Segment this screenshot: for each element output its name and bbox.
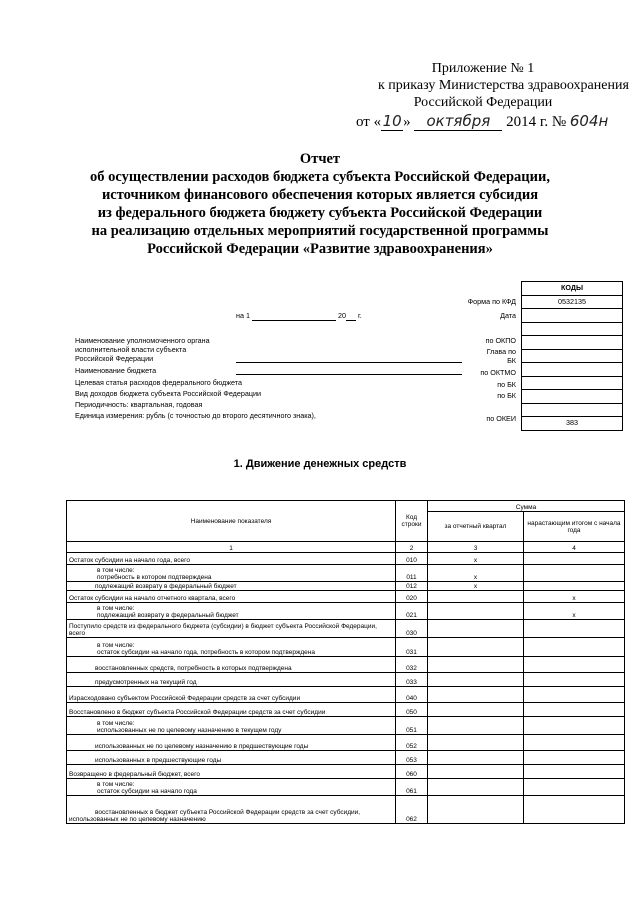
row-cumulative-value: x xyxy=(524,591,625,603)
row-code: 030 xyxy=(396,620,428,638)
row-code: 032 xyxy=(396,657,428,673)
date-mid: » xyxy=(403,114,411,130)
col-num-4: 4 xyxy=(524,542,625,553)
row-cumulative-value xyxy=(524,687,625,703)
row-code: 050 xyxy=(396,703,428,717)
oktmo-label: по ОКТМО xyxy=(480,368,516,377)
row-cumulative-value xyxy=(524,779,625,796)
bk-label-3: по БК xyxy=(497,391,516,400)
empty-code-1 xyxy=(522,323,622,337)
row-cumulative-value xyxy=(524,796,625,824)
period-label: Периодичность: квартальная, годовая xyxy=(75,400,203,409)
target-label: Целевая статья расходов федерального бюджета xyxy=(75,378,243,387)
table-row xyxy=(67,553,625,565)
date-label: Дата xyxy=(500,311,516,320)
col-sum-header: Сумма xyxy=(428,501,625,512)
row-subheading: в том числе: xyxy=(97,781,135,788)
title-line5: на реализацию отдельных мероприятий государственной программы xyxy=(91,223,549,239)
row-name xyxy=(67,779,396,796)
row-quarter-value xyxy=(428,751,524,765)
row-code: 061 xyxy=(396,779,428,796)
row-name xyxy=(67,603,396,620)
na-year: 20 xyxy=(337,311,346,320)
row-label: Восстановлено в бюджет субъекта Российской Федерации средств за счет субсидии xyxy=(69,709,326,716)
row-quarter-value xyxy=(428,779,524,796)
report-title xyxy=(40,150,600,258)
col-num-2: 2 xyxy=(396,542,428,553)
na-prefix: на 1 xyxy=(236,311,250,320)
row-code: 040 xyxy=(396,687,428,703)
appendix-line2: к приказу Министерства здравоохранения xyxy=(378,78,629,93)
row-quarter-value: x xyxy=(428,565,524,582)
codes-box xyxy=(521,281,623,431)
empty-code-2 xyxy=(522,336,622,350)
date-day: 10 xyxy=(382,112,402,130)
row-label: Возвращено в федеральный бюджет, всего xyxy=(69,771,200,778)
table-row xyxy=(67,673,625,687)
row-cumulative-value xyxy=(524,582,625,591)
date-year: 2014 г. № xyxy=(506,114,567,130)
row-label: остаток субсидии на начало года, потребность в котором подтверждена xyxy=(97,649,315,656)
row-code: 011 xyxy=(396,565,428,582)
title-line1: Отчет xyxy=(299,151,341,167)
unit-label: Единица измерения: рубль (с точностью до второго десятичного знака), xyxy=(75,411,316,420)
row-name xyxy=(67,703,396,717)
appendix-line3: Российской Федерации xyxy=(413,95,553,110)
row-name xyxy=(67,657,396,673)
row-name xyxy=(67,620,396,638)
row-quarter-value xyxy=(428,657,524,673)
row-label: остаток субсидии на начало года xyxy=(97,788,197,795)
row-subheading: в том числе: xyxy=(97,605,135,612)
empty-code-7 xyxy=(522,404,622,418)
na-suffix: г. xyxy=(357,311,362,320)
period-blank xyxy=(252,311,336,321)
row-cumulative-value xyxy=(524,735,625,751)
form-code: 0532135 xyxy=(522,296,622,310)
okpo-label: по ОКПО xyxy=(485,336,516,345)
row-label: использованных не по целевому назначению в текущем году xyxy=(97,727,282,734)
appendix-line1: Приложение № 1 xyxy=(431,61,535,76)
row-quarter-value xyxy=(428,765,524,779)
row-name xyxy=(67,687,396,703)
row-code: 010 xyxy=(396,553,428,565)
title-line3: источником финансового обеспечения которых является субсидия xyxy=(101,187,539,203)
row-code: 060 xyxy=(396,765,428,779)
row-quarter-value xyxy=(428,591,524,603)
col-code-header: Код строки xyxy=(396,501,428,542)
org-label-2: исполнительной власти субъекта xyxy=(75,345,187,354)
glava-label: Глава по xyxy=(486,347,516,356)
row-label: использованных не по целевому назначению в предшествующие годы xyxy=(95,743,309,750)
row-cumulative-value xyxy=(524,717,625,735)
table-row xyxy=(67,717,625,735)
table-row xyxy=(67,657,625,673)
date-code xyxy=(522,309,622,323)
row-name xyxy=(67,765,396,779)
table-row xyxy=(67,779,625,796)
col-quarter-header: за отчетный квартал xyxy=(428,512,524,542)
row-cumulative-value xyxy=(524,765,625,779)
empty-code-3 xyxy=(522,350,622,364)
row-name xyxy=(67,565,396,582)
row-code: 053 xyxy=(396,751,428,765)
row-label: Остаток субсидии на начало года, всего xyxy=(69,557,190,564)
okei-code: 383 xyxy=(566,418,578,427)
table-row xyxy=(67,751,625,765)
table-row xyxy=(67,687,625,703)
report-period xyxy=(236,311,362,321)
table-row xyxy=(67,703,625,717)
row-label: использованных в предшествующие годы xyxy=(95,757,222,764)
row-quarter-value: x xyxy=(428,553,524,565)
table-body xyxy=(67,553,625,824)
row-cumulative-value xyxy=(524,638,625,657)
budget-line xyxy=(236,374,462,375)
row-subheading: в том числе: xyxy=(97,720,135,727)
row-label: Поступило средств из федерального бюджета (субсидии) в бюджет субъекта Российской Федерации, всего xyxy=(69,623,377,637)
row-quarter-value xyxy=(428,603,524,620)
year-blank xyxy=(346,311,356,321)
order-date-line xyxy=(356,112,608,131)
section-title: 1. Движение денежных средств xyxy=(233,458,407,470)
row-name xyxy=(67,735,396,751)
empty-code-6 xyxy=(522,390,622,404)
date-prefix: от « xyxy=(356,114,382,130)
bk-label-2: по БК xyxy=(497,380,516,389)
row-cumulative-value xyxy=(524,620,625,638)
row-code: 033 xyxy=(396,673,428,687)
bk-label: БК xyxy=(507,356,516,365)
date-month: октября xyxy=(414,112,502,131)
row-name xyxy=(67,796,396,824)
row-label: восстановленных средств, потребность в которых подтверждена xyxy=(95,665,292,672)
row-label: Израсходовано субъектом Российской Федерации средств за счет субсидии xyxy=(69,695,301,702)
row-subheading: в том числе: xyxy=(97,642,135,649)
order-number: 604н xyxy=(569,112,609,130)
table-row xyxy=(67,796,625,824)
table-row xyxy=(67,765,625,779)
row-name xyxy=(67,591,396,603)
title-line4: из федерального бюджета бюджету субъекта Российской Федерации xyxy=(97,205,543,221)
cashflow-table xyxy=(66,500,625,824)
row-cumulative-value xyxy=(524,657,625,673)
table-row xyxy=(67,591,625,603)
income-label: Вид доходов бюджета субъекта Российской Федерации xyxy=(75,389,262,398)
empty-code-4 xyxy=(522,363,622,377)
row-code: 052 xyxy=(396,735,428,751)
row-quarter-value xyxy=(428,796,524,824)
row-quarter-value xyxy=(428,717,524,735)
budget-label: Наименование бюджета xyxy=(75,366,157,375)
row-quarter-value xyxy=(428,638,524,657)
okei-label: по ОКЕИ xyxy=(486,414,516,423)
title-line2: об осуществлении расходов бюджета субъекта Российской Федерации, xyxy=(90,169,550,185)
table-row xyxy=(67,638,625,657)
title-line6: Российской Федерации «Развитие здравоохранения» xyxy=(147,241,493,257)
row-label: подлежащий возврату в федеральный бюджет xyxy=(95,583,237,590)
row-quarter-value xyxy=(428,673,524,687)
row-label: Остаток субсидии на начало отчетного квартала, всего xyxy=(69,595,236,602)
row-quarter-value xyxy=(428,703,524,717)
table-row xyxy=(67,565,625,582)
col-num-3: 3 xyxy=(428,542,524,553)
row-code: 062 xyxy=(396,796,428,824)
table-row xyxy=(67,582,625,591)
row-cumulative-value: x xyxy=(524,603,625,620)
row-quarter-value xyxy=(428,687,524,703)
row-cumulative-value xyxy=(524,673,625,687)
row-subheading: в том числе: xyxy=(97,567,135,574)
row-code: 020 xyxy=(396,591,428,603)
row-quarter-value xyxy=(428,620,524,638)
row-cumulative-value xyxy=(524,565,625,582)
row-name xyxy=(67,751,396,765)
row-cumulative-value xyxy=(524,703,625,717)
row-cumulative-value xyxy=(524,751,625,765)
row-quarter-value xyxy=(428,735,524,751)
row-label: потребность в котором подтверждена xyxy=(97,574,212,581)
row-label: восстановленных в бюджет субъекта Российской Федерации средств за счет субсидии, использованных не по целевому назначению xyxy=(69,809,361,823)
row-name xyxy=(67,638,396,657)
org-line xyxy=(236,362,462,363)
row-label: предусмотренных на текущий год xyxy=(95,679,197,686)
col-name-header: Наименование показателя xyxy=(67,501,396,542)
codes-title: КОДЫ xyxy=(522,282,622,296)
row-code: 051 xyxy=(396,717,428,735)
table-row xyxy=(67,603,625,620)
row-name xyxy=(67,553,396,565)
empty-code-5 xyxy=(522,377,622,391)
col-cumulative-header: нарастающим итогом с начала года xyxy=(524,512,625,542)
org-label-3: Российской Федерации xyxy=(75,354,154,363)
col-num-1: 1 xyxy=(67,542,396,553)
row-quarter-value: x xyxy=(428,582,524,591)
row-label: подлежащий возврату в федеральный бюджет xyxy=(97,612,239,619)
row-code: 021 xyxy=(396,603,428,620)
form-label: Форма по КФД xyxy=(467,297,516,306)
appendix-block xyxy=(378,60,629,111)
table-row xyxy=(67,735,625,751)
row-name xyxy=(67,673,396,687)
row-cumulative-value xyxy=(524,553,625,565)
row-code: 012 xyxy=(396,582,428,591)
org-label-1: Наименование уполномоченного органа xyxy=(75,336,210,345)
row-name xyxy=(67,582,396,591)
row-code: 031 xyxy=(396,638,428,657)
table-row xyxy=(67,620,625,638)
row-name xyxy=(67,717,396,735)
